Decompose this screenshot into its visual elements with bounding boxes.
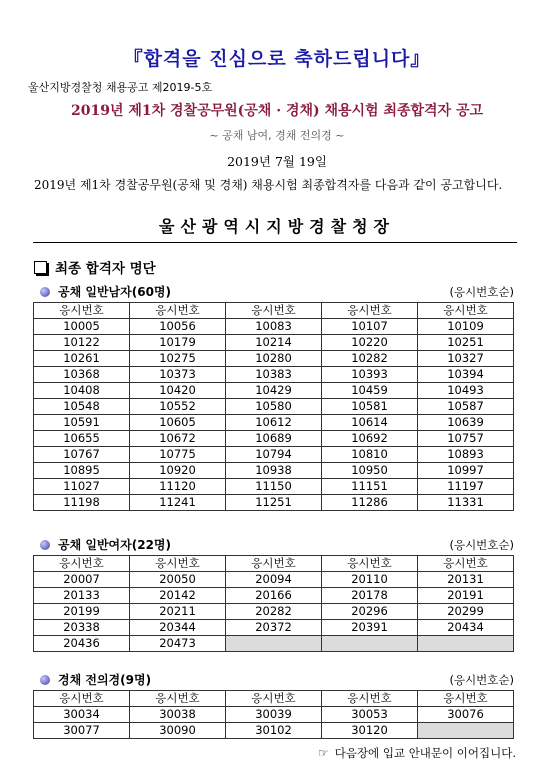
column-header: 응시번호 [322, 303, 418, 319]
congrats-heading: 『합격을 진심으로 축하드립니다』 [123, 48, 431, 70]
applicant-number-cell: 20434 [418, 620, 514, 636]
applicant-number-cell: 11027 [34, 479, 130, 495]
applicant-number-cell: 11197 [418, 479, 514, 495]
applicant-number-cell: 10997 [418, 463, 514, 479]
applicant-number-cell: 10083 [226, 319, 322, 335]
applicant-number-cell: 10591 [34, 415, 130, 431]
divider [33, 242, 517, 243]
applicant-number-cell: 20094 [226, 572, 322, 588]
applicant-number-cell: 11150 [226, 479, 322, 495]
applicant-number-cell: 10689 [226, 431, 322, 447]
column-header: 응시번호 [226, 691, 322, 707]
applicant-number-cell: 20299 [418, 604, 514, 620]
table-row [34, 572, 514, 588]
column-header: 응시번호 [130, 556, 226, 572]
applicant-number-cell: 10107 [322, 319, 418, 335]
applicant-number-cell: 10493 [418, 383, 514, 399]
table-row [34, 495, 514, 511]
notice-number: 울산지방경찰청 채용공고 제2019-5호 [28, 81, 213, 94]
applicant-number-cell: 20391 [322, 620, 418, 636]
applicant-number-cell: 10280 [226, 351, 322, 367]
table-row [34, 636, 514, 652]
table-row [34, 399, 514, 415]
applicant-number-cell: 10920 [130, 463, 226, 479]
applicant-number-cell: 10056 [130, 319, 226, 335]
table-row [34, 604, 514, 620]
group-heading-female [40, 536, 171, 553]
applicant-number-cell: 10122 [34, 335, 130, 351]
group-heading-male [40, 283, 171, 300]
applicant-number-cell: 30120 [322, 723, 418, 739]
applicant-number-cell: 20473 [130, 636, 226, 652]
applicant-number-cell: 10275 [130, 351, 226, 367]
applicant-number-cell: 10282 [322, 351, 418, 367]
column-header: 응시번호 [322, 556, 418, 572]
applicant-number-cell: 10420 [130, 383, 226, 399]
table-row [34, 367, 514, 383]
applicant-number-cell: 10220 [322, 335, 418, 351]
applicant-number-cell: 30039 [226, 707, 322, 723]
table-conscript [33, 690, 514, 739]
applicant-number-cell: 11331 [418, 495, 514, 511]
empty-cell [418, 636, 514, 652]
group-heading-conscript [40, 671, 151, 688]
applicant-number-cell: 30076 [418, 707, 514, 723]
applicant-number-cell: 20199 [34, 604, 130, 620]
applicant-number-cell: 10938 [226, 463, 322, 479]
applicant-number-cell: 10214 [226, 335, 322, 351]
applicant-number-cell: 10393 [322, 367, 418, 383]
applicant-number-cell: 11241 [130, 495, 226, 511]
applicant-number-cell: 10775 [130, 447, 226, 463]
applicant-number-cell: 10581 [322, 399, 418, 415]
applicant-number-cell: 10261 [34, 351, 130, 367]
column-header: 응시번호 [418, 556, 514, 572]
applicant-number-cell: 10005 [34, 319, 130, 335]
column-header: 응시번호 [130, 691, 226, 707]
applicant-number-cell: 30090 [130, 723, 226, 739]
applicant-number-cell: 20110 [322, 572, 418, 588]
applicant-number-cell: 10251 [418, 335, 514, 351]
footer-text: 다음장에 입교 안내문이 이어집니다. [334, 746, 516, 760]
table-row [34, 319, 514, 335]
table-row [34, 723, 514, 739]
applicant-number-cell: 10810 [322, 447, 418, 463]
applicant-number-cell: 10672 [130, 431, 226, 447]
applicant-number-cell: 20178 [322, 588, 418, 604]
applicant-number-cell: 10373 [130, 367, 226, 383]
applicant-number-cell: 10767 [34, 447, 130, 463]
applicant-number-cell: 30038 [130, 707, 226, 723]
bullet-icon [40, 540, 50, 550]
applicant-number-cell: 11251 [226, 495, 322, 511]
group-order-note: (응시번호순) [449, 538, 514, 552]
applicant-number-cell: 11120 [130, 479, 226, 495]
bullet-icon [40, 675, 50, 685]
applicant-number-cell: 10327 [418, 351, 514, 367]
footer-note [318, 745, 516, 761]
applicant-number-cell: 10368 [34, 367, 130, 383]
table-row [34, 620, 514, 636]
applicant-number-cell: 10552 [130, 399, 226, 415]
applicant-number-cell: 10605 [130, 415, 226, 431]
applicant-number-cell: 10408 [34, 383, 130, 399]
group-order-note: (응시번호순) [449, 285, 514, 299]
section-title: 최종 합격자 명단 [55, 261, 156, 277]
applicant-number-cell: 10655 [34, 431, 130, 447]
table-row [34, 447, 514, 463]
table-male [33, 302, 514, 511]
empty-cell [418, 723, 514, 739]
applicant-number-cell: 20007 [34, 572, 130, 588]
applicant-number-cell: 20142 [130, 588, 226, 604]
checkbox-square-icon [34, 261, 47, 274]
section-heading [34, 257, 156, 277]
applicant-number-cell: 10429 [226, 383, 322, 399]
applicant-number-cell: 20211 [130, 604, 226, 620]
applicant-number-cell: 20344 [130, 620, 226, 636]
group-title: 공채 일반남자(60명) [58, 285, 171, 299]
column-header: 응시번호 [34, 691, 130, 707]
applicant-number-cell: 10459 [322, 383, 418, 399]
column-header: 응시번호 [226, 556, 322, 572]
table-header-row [34, 303, 514, 319]
applicant-number-cell: 30077 [34, 723, 130, 739]
column-header: 응시번호 [34, 556, 130, 572]
applicant-number-cell: 11198 [34, 495, 130, 511]
applicant-number-cell: 10614 [322, 415, 418, 431]
page-subtitle: ~ 공채 남여, 경채 전의경 ~ [209, 129, 345, 142]
applicant-number-cell: 20282 [226, 604, 322, 620]
empty-cell [226, 636, 322, 652]
column-header: 응시번호 [418, 691, 514, 707]
applicant-number-cell: 10692 [322, 431, 418, 447]
column-header: 응시번호 [418, 303, 514, 319]
notice-body: 2019년 제1차 경찰공무원(공채 및 경채) 채용시험 최종합격자를 다음과 같이 공고합니다. [34, 178, 503, 192]
applicant-number-cell: 20191 [418, 588, 514, 604]
applicant-number-cell: 20133 [34, 588, 130, 604]
applicant-number-cell: 20166 [226, 588, 322, 604]
column-header: 응시번호 [34, 303, 130, 319]
table-row [34, 707, 514, 723]
applicant-number-cell: 10587 [418, 399, 514, 415]
applicant-number-cell: 10950 [322, 463, 418, 479]
applicant-number-cell: 20050 [130, 572, 226, 588]
group-title: 공채 일반여자(22명) [58, 538, 171, 552]
applicant-number-cell: 20338 [34, 620, 130, 636]
applicant-number-cell: 30034 [34, 707, 130, 723]
table-row [34, 431, 514, 447]
group-title: 경채 전의경(9명) [58, 673, 152, 687]
applicant-number-cell: 10612 [226, 415, 322, 431]
applicant-number-cell: 20436 [34, 636, 130, 652]
applicant-number-cell: 30102 [226, 723, 322, 739]
column-header: 응시번호 [226, 303, 322, 319]
empty-cell [322, 636, 418, 652]
table-row [34, 383, 514, 399]
table-row [34, 479, 514, 495]
applicant-number-cell: 10383 [226, 367, 322, 383]
bullet-icon [40, 287, 50, 297]
table-row [34, 588, 514, 604]
table-row [34, 463, 514, 479]
applicant-number-cell: 30053 [322, 707, 418, 723]
applicant-number-cell: 20372 [226, 620, 322, 636]
table-row [34, 335, 514, 351]
column-header: 응시번호 [130, 303, 226, 319]
table-header-row [34, 691, 514, 707]
applicant-number-cell: 10895 [34, 463, 130, 479]
applicant-number-cell: 10394 [418, 367, 514, 383]
applicant-number-cell: 20131 [418, 572, 514, 588]
applicant-number-cell: 10757 [418, 431, 514, 447]
table-row [34, 351, 514, 367]
applicant-number-cell: 20296 [322, 604, 418, 620]
group-order-note: (응시번호순) [449, 673, 514, 687]
applicant-number-cell: 10109 [418, 319, 514, 335]
column-header: 응시번호 [322, 691, 418, 707]
table-header-row [34, 556, 514, 572]
pointing-hand-icon: ☞ [317, 746, 329, 760]
applicant-number-cell: 10794 [226, 447, 322, 463]
table-row [34, 415, 514, 431]
notice-date: 2019년 7월 19일 [227, 154, 327, 169]
applicant-number-cell: 10179 [130, 335, 226, 351]
table-female [33, 555, 514, 652]
applicant-number-cell: 11151 [322, 479, 418, 495]
applicant-number-cell: 10893 [418, 447, 514, 463]
applicant-number-cell: 11286 [322, 495, 418, 511]
issuing-authority: 울산광역시지방경찰청장 [158, 217, 396, 236]
page-title: 2019년 제1차 경찰공무원(공채 · 경채) 채용시험 최종합격자 공고 [71, 103, 483, 119]
applicant-number-cell: 10580 [226, 399, 322, 415]
applicant-number-cell: 10548 [34, 399, 130, 415]
applicant-number-cell: 10639 [418, 415, 514, 431]
